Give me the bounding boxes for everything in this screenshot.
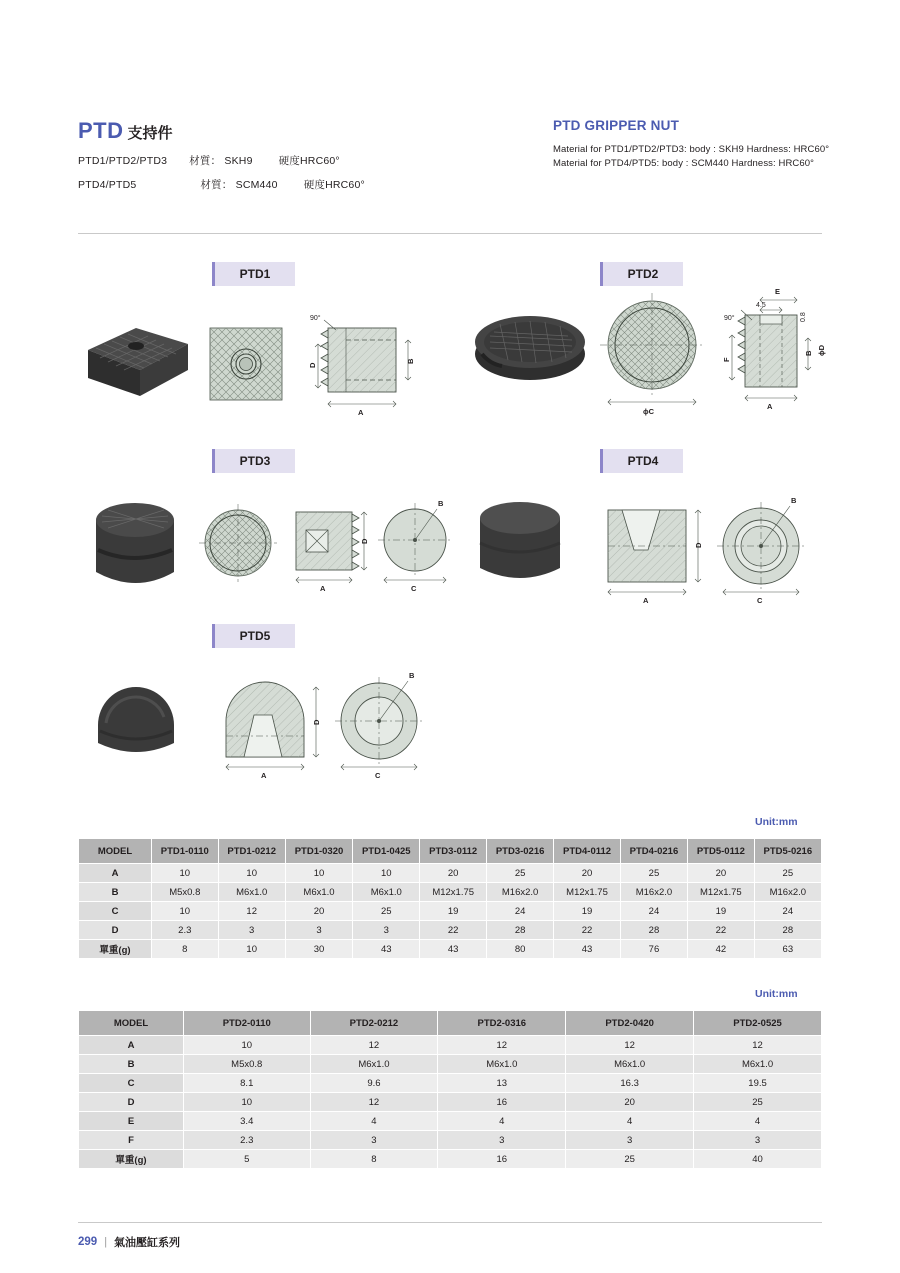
unit-label-table1: Unit:mm: [755, 816, 798, 828]
table1-header-row: [79, 839, 822, 864]
table-cell: 24: [754, 902, 821, 921]
dim-phiC-ptd2: ϕC: [643, 407, 655, 416]
table-cell: M6x1.0: [566, 1055, 694, 1074]
dim-B-ptd1: B: [406, 358, 415, 364]
table-row: [79, 940, 822, 959]
table-cell: M6x1.0: [353, 883, 420, 902]
table-cell: 9.6: [310, 1074, 438, 1093]
table-cell: 20: [285, 902, 352, 921]
spec-1-hardness: 硬度HRC60°: [278, 155, 340, 167]
table-cell: M16x2.0: [486, 883, 553, 902]
table-cell: 3: [353, 921, 420, 940]
table-cell: 16.3: [566, 1074, 694, 1093]
column-header-PTD2-0420: PTD2-0420: [566, 1011, 694, 1036]
table-cell: 12: [694, 1036, 822, 1055]
table-cell: M6x1.0: [310, 1055, 438, 1074]
table-cell: 25: [353, 902, 420, 921]
dim-D-ptd5: D: [312, 719, 321, 725]
figure-label-ptd4-text: PTD4: [627, 454, 659, 468]
footer-series-text: 氣油壓缸系列: [114, 1237, 181, 1249]
ptd2-top-view: [600, 293, 704, 416]
figure-label-ptd5: [212, 624, 295, 648]
row-header-單重(g): 單重(g): [79, 1150, 184, 1169]
table-cell: M12x1.75: [688, 883, 755, 902]
column-header-PTD3-0112: PTD3-0112: [420, 839, 487, 864]
figure-label-ptd1: [212, 262, 295, 286]
column-header-PTD2-0212: PTD2-0212: [310, 1011, 438, 1036]
row-header-D: D: [79, 921, 152, 940]
ptd3-section-view: [296, 512, 369, 593]
figure-label-ptd5-text: PTD5: [239, 629, 271, 643]
dim-B-ptd2: B: [804, 350, 813, 356]
table-cell: 43: [353, 940, 420, 959]
table-cell: 12: [310, 1036, 438, 1055]
header-divider: [78, 233, 822, 234]
table-cell: 4: [694, 1112, 822, 1131]
table-cell: 42: [688, 940, 755, 959]
page-header-english: [553, 118, 900, 169]
spec-en-1: Material for PTD1/PTD2/PTD3: body : SKH9 Hardness: HRC60°: [553, 144, 830, 155]
table-row: [79, 1131, 822, 1150]
table-cell: M5x0.8: [152, 883, 219, 902]
table-cell: M12x1.75: [420, 883, 487, 902]
unit-label-table2: Unit:mm: [755, 988, 798, 1000]
table-row: [79, 1112, 822, 1131]
table-cell: M16x2.0: [754, 883, 821, 902]
table-cell: 13: [438, 1074, 566, 1093]
column-header-PTD1-0320: PTD1-0320: [285, 839, 352, 864]
row-header-F: F: [79, 1131, 184, 1150]
column-header-PTD3-0216: PTD3-0216: [486, 839, 553, 864]
figure-ptd2: [460, 280, 840, 430]
column-header-PTD2-0525: PTD2-0525: [694, 1011, 822, 1036]
table-cell: 20: [554, 864, 621, 883]
ptd3-bottom-view: [378, 499, 452, 593]
table-cell: 2.3: [152, 921, 219, 940]
table-cell: M6x1.0: [218, 883, 285, 902]
spec-1-material: 材質： SKH9: [189, 155, 253, 167]
table-cell: 19.5: [694, 1074, 822, 1093]
table-cell: 8.1: [184, 1074, 311, 1093]
spec-2-model: PTD4/PTD5: [78, 179, 137, 191]
table-cell: 20: [688, 864, 755, 883]
figure-ptd1: [78, 300, 458, 430]
table-cell: 25: [754, 864, 821, 883]
table-cell: 3: [438, 1131, 566, 1150]
column-header-PTD5-0216: PTD5-0216: [754, 839, 821, 864]
dim-B-ptd4: B: [791, 496, 797, 505]
table-cell: 5: [184, 1150, 311, 1169]
ptd1-photo: [88, 328, 188, 396]
table-cell: 19: [688, 902, 755, 921]
row-header-B: B: [79, 883, 152, 902]
table-row: [79, 1074, 822, 1093]
figure-label-ptd1-text: PTD1: [239, 267, 271, 281]
table-cell: 3: [285, 921, 352, 940]
column-header-PTD4-0112: PTD4-0112: [554, 839, 621, 864]
column-header-PTD4-0216: PTD4-0216: [620, 839, 687, 864]
column-header-PTD1-0212: PTD1-0212: [218, 839, 285, 864]
table-cell: 3: [694, 1131, 822, 1150]
row-header-單重(g): 單重(g): [79, 940, 152, 959]
table-cell: 10: [152, 902, 219, 921]
ptd1-section-view: [308, 314, 415, 417]
table-cell: M6x1.0: [438, 1055, 566, 1074]
table-cell: 3: [310, 1131, 438, 1150]
table-row: [79, 1055, 822, 1074]
ptd4-end-view: [717, 496, 805, 605]
row-header-B: B: [79, 1055, 184, 1074]
table-cell: 25: [694, 1093, 822, 1112]
table-cell: 40: [694, 1150, 822, 1169]
table-cell: 3.4: [184, 1112, 311, 1131]
table-cell: 22: [420, 921, 487, 940]
ptd2-section-view: [722, 287, 826, 411]
dim-A-ptd1: A: [358, 408, 364, 417]
footer-separator: |: [104, 1236, 108, 1248]
page-header: [78, 118, 838, 192]
dim-C-ptd5: C: [375, 771, 381, 780]
row-header-A: A: [79, 1036, 184, 1055]
table-cell: 24: [620, 902, 687, 921]
table-row: [79, 1150, 822, 1169]
table-cell: 10: [152, 864, 219, 883]
table-cell: M12x1.75: [554, 883, 621, 902]
table-cell: 28: [620, 921, 687, 940]
dim-A-ptd3: A: [320, 584, 326, 593]
ptd4-section-view: [608, 510, 703, 605]
dim-phiD-ptd2: ϕD: [817, 344, 826, 356]
column-header-PTD2-0110: PTD2-0110: [184, 1011, 311, 1036]
table-cell: 22: [554, 921, 621, 940]
table-cell: 16: [438, 1093, 566, 1112]
table-cell: 43: [420, 940, 487, 959]
table-cell: 10: [218, 940, 285, 959]
table-cell: 10: [184, 1036, 311, 1055]
row-header-D: D: [79, 1093, 184, 1112]
figure-label-ptd3-text: PTD3: [239, 454, 271, 468]
dim-E-ptd2: E: [775, 287, 781, 296]
column-header-PTD2-0316: PTD2-0316: [438, 1011, 566, 1036]
dim-B-ptd3: B: [438, 499, 444, 508]
table-cell: 4: [438, 1112, 566, 1131]
dim-90deg-ptd1: 90°: [310, 315, 321, 322]
dim-C-ptd3: C: [411, 584, 417, 593]
spec-table-2: [78, 1010, 822, 1169]
table-cell: M16x2.0: [620, 883, 687, 902]
spec-line-2: [78, 177, 838, 192]
table-cell: 8: [152, 940, 219, 959]
page-number: 299: [78, 1236, 98, 1248]
table-cell: 4: [566, 1112, 694, 1131]
table-row: [79, 883, 822, 902]
table-row: [79, 921, 822, 940]
dim-0-8-ptd2: 0.8: [800, 312, 807, 322]
table-cell: 16: [438, 1150, 566, 1169]
table-row: [79, 902, 822, 921]
figure-ptd5: [78, 663, 458, 788]
table-cell: 19: [554, 902, 621, 921]
row-header-A: A: [79, 864, 152, 883]
table-cell: 12: [218, 902, 285, 921]
table-cell: 4: [310, 1112, 438, 1131]
ptd3-photo: [96, 503, 174, 583]
ptd5-section-view: [226, 682, 321, 780]
table-cell: 25: [486, 864, 553, 883]
column-header-model: MODEL: [79, 1011, 184, 1036]
table-cell: M6x1.0: [285, 883, 352, 902]
column-header-PTD1-0425: PTD1-0425: [353, 839, 420, 864]
table-cell: M6x1.0: [694, 1055, 822, 1074]
dim-4-5-ptd2: 4.5: [756, 302, 766, 309]
table-cell: 10: [285, 864, 352, 883]
table-cell: 19: [420, 902, 487, 921]
row-header-C: C: [79, 1074, 184, 1093]
footer-divider: [78, 1222, 822, 1223]
table-cell: 3: [566, 1131, 694, 1150]
dim-B-ptd5: B: [409, 671, 415, 680]
ptd3-top-view: [199, 504, 277, 582]
table-cell: 20: [566, 1093, 694, 1112]
table-cell: 80: [486, 940, 553, 959]
title-english: PTD GRIPPER NUT: [553, 118, 680, 133]
figure-ptd3: [78, 488, 458, 603]
title-ptd: PTD: [78, 118, 124, 143]
dim-A-ptd4: A: [643, 596, 649, 605]
table-cell: M5x0.8: [184, 1055, 311, 1074]
table-cell: 25: [620, 864, 687, 883]
spec-en-2: Material for PTD4/PTD5: body : SCM440 Hardness: HRC60°: [553, 158, 815, 169]
figure-label-ptd4: [600, 449, 683, 473]
table-cell: 28: [486, 921, 553, 940]
row-header-E: E: [79, 1112, 184, 1131]
dim-A-ptd2: A: [767, 402, 773, 411]
ptd1-top-view: [210, 328, 282, 400]
table-cell: 20: [420, 864, 487, 883]
table-cell: 12: [566, 1036, 694, 1055]
table-cell: 10: [218, 864, 285, 883]
figure-label-ptd2-text: PTD2: [627, 267, 659, 281]
spec-2-hardness: 硬度HRC60°: [303, 179, 365, 191]
table-cell: 24: [486, 902, 553, 921]
title-chinese: 支持件: [127, 125, 173, 142]
table-cell: 30: [285, 940, 352, 959]
table-cell: 43: [554, 940, 621, 959]
column-header-model: MODEL: [79, 839, 152, 864]
table-cell: 12: [438, 1036, 566, 1055]
table-cell: 63: [754, 940, 821, 959]
dim-D-ptd1: D: [308, 362, 317, 368]
ptd2-photo: [475, 316, 585, 380]
table2-header-row: [79, 1011, 822, 1036]
ptd5-photo: [98, 687, 174, 752]
table-row: [79, 1093, 822, 1112]
row-header-C: C: [79, 902, 152, 921]
spec-table-1: [78, 838, 822, 959]
ptd4-photo: [480, 502, 560, 578]
table-row: [79, 1036, 822, 1055]
dim-A-ptd5: A: [261, 771, 267, 780]
table-cell: 28: [754, 921, 821, 940]
dim-90deg-ptd2: 90°: [724, 315, 735, 322]
table-cell: 10: [353, 864, 420, 883]
dim-D-ptd3: D: [360, 538, 369, 544]
page-footer: [78, 1234, 180, 1250]
table-cell: 76: [620, 940, 687, 959]
dim-C-ptd4: C: [757, 596, 763, 605]
table-cell: 25: [566, 1150, 694, 1169]
figure-ptd4: [460, 488, 840, 613]
spec-1-model: PTD1/PTD2/PTD3: [78, 155, 168, 167]
table-cell: 12: [310, 1093, 438, 1112]
table-row: [79, 864, 822, 883]
column-header-PTD5-0112: PTD5-0112: [688, 839, 755, 864]
table-cell: 8: [310, 1150, 438, 1169]
spec-2-material: 材質： SCM440: [200, 179, 278, 191]
dim-F-ptd2: F: [722, 357, 731, 362]
figure-label-ptd3: [212, 449, 295, 473]
ptd5-end-view: [335, 671, 423, 780]
table-cell: 2.3: [184, 1131, 311, 1150]
table-cell: 10: [184, 1093, 311, 1112]
table-cell: 22: [688, 921, 755, 940]
column-header-PTD1-0110: PTD1-0110: [152, 839, 219, 864]
table-cell: 3: [218, 921, 285, 940]
dim-D-ptd4: D: [694, 542, 703, 548]
